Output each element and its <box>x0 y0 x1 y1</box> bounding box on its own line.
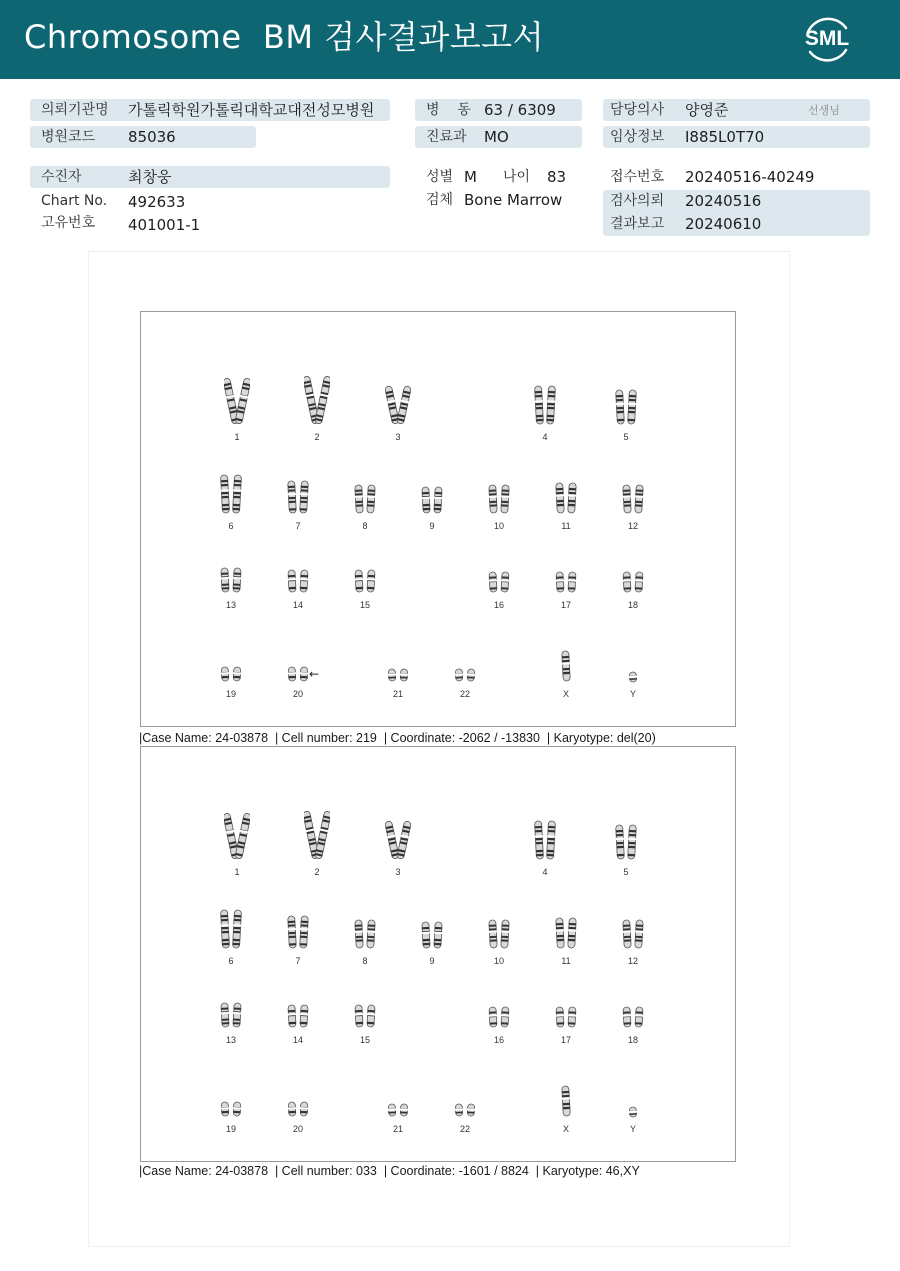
chromosome-label-12: 12 <box>627 956 639 966</box>
chromosome-label-16: 16 <box>493 600 505 610</box>
chromosome-pair-13 <box>218 566 244 598</box>
report-header <box>0 0 900 79</box>
chromosome-pair-14 <box>285 568 311 598</box>
sex-value: M <box>464 168 477 186</box>
report-title: Chromosome BM 검사결과보고서 <box>24 18 544 56</box>
chromosome-pair-1 <box>224 376 250 430</box>
chromosome-pair-20 <box>285 665 311 687</box>
receipt-label: 접수번호 <box>610 169 665 185</box>
chromosome-pair-21 <box>385 667 411 687</box>
chromosome-pair-20 <box>285 1100 311 1122</box>
chromosome-pair-14 <box>285 1003 311 1033</box>
chromosome-label-14: 14 <box>292 1035 304 1045</box>
chromosome-pair-15 <box>352 568 378 598</box>
report-value: 20240610 <box>685 215 762 233</box>
department-value: MO <box>484 128 509 146</box>
karyogram-1 <box>140 311 736 727</box>
patient-value: 최창웅 <box>128 168 172 186</box>
chromosome-pair-8 <box>352 918 378 954</box>
doctor-label: 담당의사 <box>610 102 665 118</box>
chromosome-label-22: 22 <box>459 1124 471 1134</box>
chromosome-label-19: 19 <box>225 1124 237 1134</box>
chromosome-pair-22 <box>452 1102 478 1122</box>
sex-label: 성별 <box>426 169 454 185</box>
department-label: 진료과 <box>426 129 467 145</box>
chromosome-label-17: 17 <box>560 1035 572 1045</box>
chromosome-pair-3 <box>385 384 411 430</box>
institution-label: 의뢰기관명 <box>41 102 109 118</box>
hospital-code-value: 85036 <box>128 128 176 146</box>
chromosome-label-9: 9 <box>429 521 435 531</box>
chromosome-pair-y <box>627 1104 639 1123</box>
chromosome-pair-5 <box>613 823 639 865</box>
chromosome-label-1: 1 <box>234 867 240 877</box>
receipt-value: 20240516-40249 <box>685 168 815 186</box>
karyogram-2-caption: |Case Name: 24-03878 | Cell number: 033 | Coordinate: -1601 / 8824 | Karyotype: 46,XY <box>139 1164 640 1178</box>
chromosome-label-10: 10 <box>493 521 505 531</box>
chromosome-pair-6 <box>218 908 244 954</box>
chromosome-pair-7 <box>285 479 311 519</box>
chromosome-label-x: X <box>562 1124 570 1134</box>
chromosome-label-20: 20 <box>292 1124 304 1134</box>
chromosome-pair-22 <box>452 667 478 687</box>
chromosome-pair-8 <box>352 483 378 519</box>
chromosome-label-21: 21 <box>392 1124 404 1134</box>
chromosome-pair-9 <box>419 920 445 954</box>
chromosome-label-2: 2 <box>314 867 320 877</box>
chromosome-label-5: 5 <box>623 432 629 442</box>
chromosome-label-6: 6 <box>228 521 234 531</box>
chromosome-label-9: 9 <box>429 956 435 966</box>
chromosome-label-3: 3 <box>395 867 401 877</box>
chromosome-pair-18 <box>620 1005 646 1033</box>
chromosome-pair-12 <box>620 483 646 519</box>
patient-label: 수진자 <box>41 169 82 185</box>
chromosome-label-8: 8 <box>362 956 368 966</box>
chromosome-pair-17 <box>553 570 579 598</box>
chromosome-label-11: 11 <box>561 521 571 531</box>
chromosome-pair-10 <box>486 918 512 954</box>
chromosome-pair-9 <box>419 485 445 519</box>
chromosome-pair-13 <box>218 1001 244 1033</box>
chart-label: Chart No. <box>41 193 108 209</box>
chromosome-pair-x <box>560 1084 572 1122</box>
chromosome-label-x: X <box>562 689 570 699</box>
chromosome-label-16: 16 <box>493 1035 505 1045</box>
request-label: 검사의뢰 <box>610 193 665 209</box>
chromosome-pair-19 <box>218 1100 244 1122</box>
ward-label: 병 동 <box>426 102 471 118</box>
chromosome-pair-16 <box>486 1005 512 1033</box>
chromosome-label-13: 13 <box>225 1035 237 1045</box>
logo-text: SML <box>804 27 850 50</box>
chromosome-label-7: 7 <box>295 521 301 531</box>
chromosome-label-4: 4 <box>542 867 548 877</box>
chromosome-pair-4 <box>532 384 558 430</box>
chromosome-label-19: 19 <box>225 689 237 699</box>
chromosome-label-4: 4 <box>542 432 548 442</box>
chromosome-label-2: 2 <box>314 432 320 442</box>
report-label: 결과보고 <box>610 216 665 232</box>
chromosome-label-22: 22 <box>459 689 471 699</box>
chromosome-label-7: 7 <box>295 956 301 966</box>
doctor-value: 양영준 <box>685 101 729 119</box>
chromosome-pair-11 <box>553 481 579 519</box>
patient-bar <box>30 166 390 188</box>
deletion-arrow-icon: ← <box>309 667 320 681</box>
sml-logo <box>800 12 854 66</box>
unique-value: 401001-1 <box>128 216 201 234</box>
chromosome-label-11: 11 <box>561 956 571 966</box>
hospital-code-label: 병원코드 <box>41 129 96 145</box>
chromosome-pair-2 <box>304 809 330 865</box>
chromosome-pair-5 <box>613 388 639 430</box>
chromosome-pair-12 <box>620 918 646 954</box>
chromosome-pair-3 <box>385 819 411 865</box>
chromosome-label-6: 6 <box>228 956 234 966</box>
chromosome-pair-4 <box>532 819 558 865</box>
chromosome-label-15: 15 <box>359 1035 371 1045</box>
karyogram-1-caption: |Case Name: 24-03878 | Cell number: 219 | Coordinate: -2062 / -13830 | Karyotype: del(20) <box>139 731 656 745</box>
chromosome-pair-6 <box>218 473 244 519</box>
chromosome-label-1: 1 <box>234 432 240 442</box>
chromosome-pair-x <box>560 649 572 687</box>
clinical-label: 임상정보 <box>610 129 665 145</box>
chromosome-label-20: 20 <box>292 689 304 699</box>
chromosome-pair-17 <box>553 1005 579 1033</box>
age-value: 83 <box>547 168 567 186</box>
chromosome-label-15: 15 <box>359 600 371 610</box>
chromosome-pair-y <box>627 669 639 688</box>
chromosome-label-3: 3 <box>395 432 401 442</box>
chromosome-label-5: 5 <box>623 867 629 877</box>
chromosome-pair-1 <box>224 811 250 865</box>
chromosome-pair-11 <box>553 916 579 954</box>
chromosome-label-18: 18 <box>627 1035 639 1045</box>
clinical-value: I885L0T70 <box>685 128 765 146</box>
specimen-label: 검체 <box>426 192 454 208</box>
karyogram-2 <box>140 746 736 1162</box>
chromosome-label-8: 8 <box>362 521 368 531</box>
chromosome-label-y: Y <box>629 1124 637 1134</box>
ward-value: 63 / 6309 <box>484 101 556 119</box>
chromosome-pair-19 <box>218 665 244 687</box>
doctor-suffix: 선생님 <box>808 104 840 117</box>
chromosome-label-10: 10 <box>493 956 505 966</box>
chromosome-label-12: 12 <box>627 521 639 531</box>
chart-value: 492633 <box>128 193 186 211</box>
institution-value: 가톨릭학원가톨릭대학교대전성모병원 <box>128 101 375 119</box>
chromosome-label-17: 17 <box>560 600 572 610</box>
chromosome-label-18: 18 <box>627 600 639 610</box>
age-label: 나이 <box>503 169 531 185</box>
chromosome-label-13: 13 <box>225 600 237 610</box>
request-value: 20240516 <box>685 192 762 210</box>
chromosome-pair-16 <box>486 570 512 598</box>
chromosome-pair-7 <box>285 914 311 954</box>
chromosome-pair-21 <box>385 1102 411 1122</box>
specimen-value: Bone Marrow <box>464 191 563 209</box>
chromosome-label-21: 21 <box>392 689 404 699</box>
unique-label: 고유번호 <box>41 215 96 231</box>
chromosome-label-y: Y <box>629 689 637 699</box>
chromosome-pair-10 <box>486 483 512 519</box>
chromosome-pair-15 <box>352 1003 378 1033</box>
chromosome-label-14: 14 <box>292 600 304 610</box>
chromosome-pair-18 <box>620 570 646 598</box>
chromosome-pair-2 <box>304 374 330 430</box>
